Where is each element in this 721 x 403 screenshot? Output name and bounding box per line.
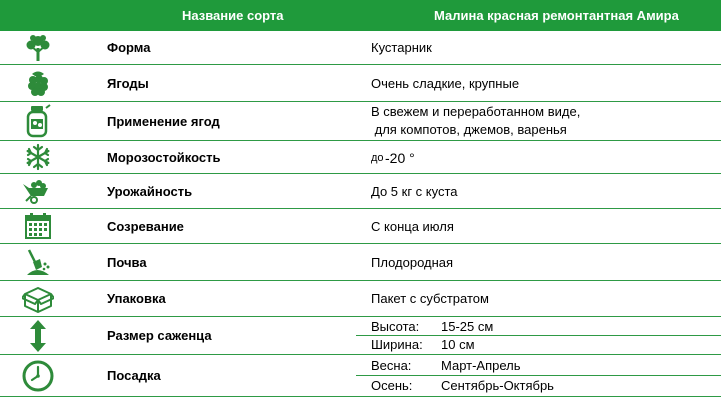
sub-row-value: 15-25 см (441, 319, 494, 334)
shovel-soil-icon (14, 244, 62, 280)
wheelbarrow-icon (14, 174, 62, 208)
row-value: До 5 кг с куста (371, 184, 458, 199)
sub-row (356, 355, 721, 376)
sub-row-key: Осень: (371, 378, 413, 393)
jam-jar-icon (14, 102, 62, 140)
raspberry-icon (14, 65, 62, 101)
row-label: Ягоды (107, 76, 149, 91)
snowflake-icon (14, 141, 62, 173)
sub-row (356, 317, 721, 336)
row-label: Урожайность (107, 184, 193, 199)
box-icon (14, 281, 62, 316)
table-row (0, 65, 721, 102)
row-value: -20 ° (385, 150, 415, 166)
sub-row (356, 376, 721, 396)
table-row (0, 317, 721, 355)
sub-row-value: Март-Апрель (441, 358, 521, 373)
row-label: Упаковка (107, 291, 166, 306)
table-row (0, 102, 721, 141)
table-row (0, 355, 721, 397)
row-value: Кустарник (371, 40, 432, 55)
sub-row (356, 336, 721, 354)
header-variety-name: Название сорта (182, 8, 284, 23)
row-value-line2: для компотов, джемов, варенья (371, 122, 567, 137)
sub-row-key: Весна: (371, 358, 412, 373)
up-down-arrow-icon (14, 317, 62, 354)
row-value-line1: В свежем и переработанном виде, (371, 104, 581, 119)
header-variety-title: Малина красная ремонтантная Амира (434, 8, 679, 23)
table-row (0, 141, 721, 174)
table-header (0, 0, 721, 31)
calendar-icon (14, 209, 62, 243)
row-value: Очень сладкие, крупные (371, 76, 520, 91)
row-label: Размер саженца (107, 328, 212, 343)
row-label: Созревание (107, 219, 184, 234)
tree-icon (14, 31, 62, 64)
table-row (0, 244, 721, 281)
table-row (0, 174, 721, 209)
clock-icon (14, 355, 62, 396)
row-value: С конца июля (371, 219, 454, 234)
row-label: Почва (107, 255, 147, 270)
row-label: Морозостойкость (107, 150, 221, 165)
table-row (0, 281, 721, 317)
sub-row-key: Ширина: (371, 337, 423, 352)
sub-row-value: 10 см (441, 337, 475, 352)
row-label: Применение ягод (107, 114, 220, 129)
row-value-prefix: до (371, 152, 384, 164)
row-label: Посадка (107, 368, 161, 383)
table-row (0, 31, 721, 65)
row-label: Форма (107, 40, 151, 55)
table-row (0, 209, 721, 244)
row-value: Пакет с субстратом (371, 291, 489, 306)
sub-row-value: Сентябрь-Октябрь (441, 378, 554, 393)
sub-row-key: Высота: (371, 319, 420, 334)
row-value: Плодородная (371, 255, 454, 270)
